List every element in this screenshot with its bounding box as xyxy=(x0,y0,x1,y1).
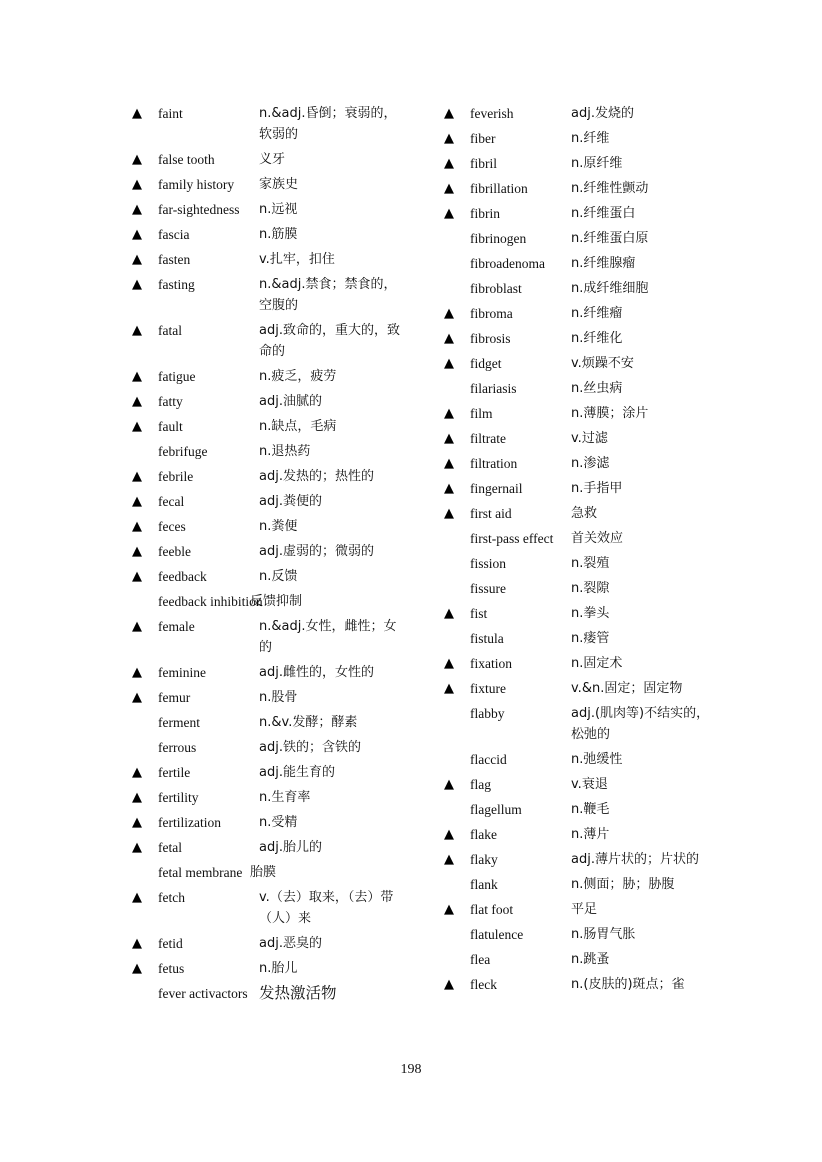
entry-term: feedback inhibition xyxy=(158,594,263,609)
entry-term: family history xyxy=(158,177,235,192)
entry-definition: n.远视 xyxy=(259,202,298,217)
triangle-marker-icon: ▲ xyxy=(444,306,454,321)
entry-term: femur xyxy=(158,690,191,705)
glossary-entry xyxy=(442,822,712,847)
entry-definition: n.丝虫病 xyxy=(571,381,623,396)
glossary-entry xyxy=(442,201,712,226)
glossary-entry xyxy=(442,401,712,426)
entry-term: febrile xyxy=(158,469,194,484)
entry-definition: n.固定术 xyxy=(571,656,623,671)
glossary-entry xyxy=(130,514,400,539)
entry-term: fiber xyxy=(470,131,496,146)
entry-term: fibrosis xyxy=(470,331,511,346)
entry-term: flea xyxy=(470,952,491,967)
entry-definition: 义牙 xyxy=(259,152,286,167)
triangle-marker-icon: ▲ xyxy=(132,765,142,780)
triangle-marker-icon: ▲ xyxy=(444,131,454,146)
entry-definition: n.鞭毛 xyxy=(571,802,610,817)
triangle-marker-icon: ▲ xyxy=(132,469,142,484)
entry-term: film xyxy=(470,406,493,421)
entry-term: flake xyxy=(470,827,497,842)
entry-definition: n.肠胃气胀 xyxy=(571,927,636,942)
entry-term: fibrinogen xyxy=(470,231,527,246)
glossary-entry xyxy=(130,956,400,981)
entry-term: fibrin xyxy=(470,206,500,221)
glossary-entry xyxy=(442,251,712,276)
entry-definition: n.纤维 xyxy=(571,131,610,146)
entry-definition: adj.发烧的 xyxy=(571,106,634,121)
glossary-entry xyxy=(442,701,712,747)
entry-term: fascia xyxy=(158,227,190,242)
triangle-marker-icon: ▲ xyxy=(132,106,142,121)
glossary-entry xyxy=(130,101,400,147)
left-column xyxy=(130,101,400,1006)
page-number: 198 xyxy=(400,1062,422,1077)
entry-definition: n.渗滤 xyxy=(571,456,610,471)
triangle-marker-icon: ▲ xyxy=(444,181,454,196)
entry-definition: n.纤维腺瘤 xyxy=(571,256,636,271)
entry-term: flatulence xyxy=(470,927,524,942)
entry-definition: 首关效应 xyxy=(571,531,624,546)
entry-term: flabby xyxy=(470,706,505,721)
glossary-entry xyxy=(130,885,400,931)
triangle-marker-icon: ▲ xyxy=(444,827,454,842)
glossary-entry xyxy=(442,626,712,651)
glossary-entry xyxy=(130,172,400,197)
glossary-entry xyxy=(130,272,400,318)
triangle-marker-icon: ▲ xyxy=(132,890,142,905)
entry-term: fingernail xyxy=(470,481,523,496)
entry-definition: n.疲乏，疲劳 xyxy=(259,369,337,384)
entry-term: fasten xyxy=(158,252,191,267)
entry-term: fault xyxy=(158,419,183,434)
entry-term: feminine xyxy=(158,665,206,680)
entry-term: flaccid xyxy=(470,752,507,767)
triangle-marker-icon: ▲ xyxy=(132,840,142,855)
entry-definition: n.薄膜；涂片 xyxy=(571,406,649,421)
triangle-marker-icon: ▲ xyxy=(132,277,142,292)
entry-term: fetal membrane xyxy=(158,865,243,880)
triangle-marker-icon: ▲ xyxy=(132,619,142,634)
triangle-marker-icon: ▲ xyxy=(132,569,142,584)
entry-term: feverish xyxy=(470,106,514,121)
glossary-entry xyxy=(442,676,712,701)
entry-term: female xyxy=(158,619,195,634)
entry-term: fission xyxy=(470,556,507,571)
entry-definition: n.&adj.禁食；禁食的，空腹的 xyxy=(259,277,397,313)
entry-term: filtration xyxy=(470,456,518,471)
entry-definition: adj.恶臭的 xyxy=(259,936,322,951)
triangle-marker-icon: ▲ xyxy=(444,606,454,621)
triangle-marker-icon: ▲ xyxy=(444,977,454,992)
glossary-entry xyxy=(130,318,400,364)
entry-term: faint xyxy=(158,106,183,121)
triangle-marker-icon: ▲ xyxy=(132,815,142,830)
entry-term: fidget xyxy=(470,356,502,371)
glossary-entry xyxy=(442,551,712,576)
entry-definition: 发热激活物 xyxy=(259,984,337,1002)
entry-term: far-sightedness xyxy=(158,202,240,217)
glossary-entry xyxy=(442,847,712,872)
entry-definition: n.纤维蛋白原 xyxy=(571,231,649,246)
triangle-marker-icon: ▲ xyxy=(444,431,454,446)
triangle-marker-icon: ▲ xyxy=(132,494,142,509)
entry-term: fetal xyxy=(158,840,182,855)
glossary-entry xyxy=(442,326,712,351)
entry-term: fibroadenoma xyxy=(470,256,545,271)
entry-definition: n.退热药 xyxy=(259,444,311,459)
glossary-entry xyxy=(130,614,400,660)
entry-term: first-pass effect xyxy=(470,531,554,546)
glossary-entry xyxy=(442,576,712,601)
glossary-entry xyxy=(130,197,400,222)
glossary-entry xyxy=(442,601,712,626)
triangle-marker-icon: ▲ xyxy=(132,202,142,217)
glossary-entry xyxy=(442,151,712,176)
entry-definition: n.受精 xyxy=(259,815,298,830)
entry-term: filtrate xyxy=(470,431,506,446)
entry-definition: adj.能生育的 xyxy=(259,765,335,780)
glossary-entry xyxy=(442,947,712,972)
entry-definition: v.&n.固定；固定物 xyxy=(571,681,683,696)
glossary-entry xyxy=(130,710,400,735)
glossary-entry xyxy=(442,897,712,922)
entry-definition: v.过滤 xyxy=(571,431,608,446)
entry-definition: adj.薄片状的；片状的 xyxy=(571,852,699,867)
entry-definition: n.(皮肤的)斑点；雀 xyxy=(571,977,685,992)
glossary-entry xyxy=(130,539,400,564)
glossary-entry xyxy=(442,922,712,947)
entry-definition: v.扎牢，扣住 xyxy=(259,252,335,267)
entry-term: feces xyxy=(158,519,186,534)
glossary-entry xyxy=(442,426,712,451)
entry-definition: n.粪便 xyxy=(259,519,298,534)
entry-definition: n.拳头 xyxy=(571,606,610,621)
triangle-marker-icon: ▲ xyxy=(444,156,454,171)
entry-term: fever activactors xyxy=(158,986,248,1001)
glossary-entry xyxy=(442,797,712,822)
glossary-entry xyxy=(442,176,712,201)
glossary-entry xyxy=(130,760,400,785)
glossary-entry xyxy=(130,785,400,810)
glossary-entry xyxy=(130,810,400,835)
glossary-entry xyxy=(442,226,712,251)
entry-definition: n.缺点，毛病 xyxy=(259,419,337,434)
triangle-marker-icon: ▲ xyxy=(444,902,454,917)
entry-term: filariasis xyxy=(470,381,517,396)
entry-term: fixture xyxy=(470,681,506,696)
entry-term: fixation xyxy=(470,656,512,671)
entry-term: flat foot xyxy=(470,902,514,917)
entry-definition: 胎膜 xyxy=(250,865,277,880)
triangle-marker-icon: ▲ xyxy=(132,544,142,559)
glossary-entry xyxy=(442,872,712,897)
entry-term: fetch xyxy=(158,890,185,905)
glossary-entry xyxy=(442,451,712,476)
glossary-entry xyxy=(130,147,400,172)
entry-definition: n.筋膜 xyxy=(259,227,298,242)
glossary-entry xyxy=(442,476,712,501)
triangle-marker-icon: ▲ xyxy=(444,656,454,671)
glossary-entry xyxy=(442,376,712,401)
glossary-entry xyxy=(442,126,712,151)
triangle-marker-icon: ▲ xyxy=(132,252,142,267)
entry-term: flank xyxy=(470,877,498,892)
entry-term: fibrillation xyxy=(470,181,528,196)
entry-definition: 反馈抑制 xyxy=(250,594,303,609)
glossary-entry xyxy=(442,101,712,126)
entry-definition: n.&adj.昏倒；衰弱的，软弱的 xyxy=(259,106,397,142)
entry-definition: n.纤维瘤 xyxy=(571,306,623,321)
glossary-entry xyxy=(442,301,712,326)
entry-term: flaky xyxy=(470,852,498,867)
glossary-entry xyxy=(442,276,712,301)
triangle-marker-icon: ▲ xyxy=(132,961,142,976)
triangle-marker-icon: ▲ xyxy=(444,106,454,121)
entry-definition: 急救 xyxy=(571,506,598,521)
glossary-entry xyxy=(130,835,400,860)
entry-term: first aid xyxy=(470,506,512,521)
entry-definition: n.纤维化 xyxy=(571,331,623,346)
entry-definition: n.生育率 xyxy=(259,790,311,805)
entry-term: flag xyxy=(470,777,491,792)
triangle-marker-icon: ▲ xyxy=(132,936,142,951)
entry-definition: n.&v.发酵；酵素 xyxy=(259,715,358,730)
glossary-entry xyxy=(130,860,400,885)
entry-definition: v.（去）取来，（去）带（人）来 xyxy=(259,890,394,926)
triangle-marker-icon: ▲ xyxy=(444,406,454,421)
entry-definition: adj.致命的，重大的，致命的 xyxy=(259,323,400,359)
entry-term: febrifuge xyxy=(158,444,208,459)
entry-term: fertilization xyxy=(158,815,221,830)
entry-term: flagellum xyxy=(470,802,522,817)
entry-definition: n.纤维蛋白 xyxy=(571,206,636,221)
triangle-marker-icon: ▲ xyxy=(132,227,142,242)
entry-definition: 平足 xyxy=(571,902,598,917)
triangle-marker-icon: ▲ xyxy=(132,152,142,167)
triangle-marker-icon: ▲ xyxy=(444,331,454,346)
glossary-entry xyxy=(130,389,400,414)
entry-definition: adj.雌性的，女性的 xyxy=(259,665,374,680)
glossary-entry xyxy=(442,351,712,376)
glossary-entry xyxy=(130,660,400,685)
entry-term: fasting xyxy=(158,277,195,292)
entry-term: fatigue xyxy=(158,369,196,384)
triangle-marker-icon: ▲ xyxy=(444,852,454,867)
glossary-entry xyxy=(130,564,400,589)
entry-definition: n.跳蚤 xyxy=(571,952,610,967)
entry-definition: n.股骨 xyxy=(259,690,298,705)
entry-definition: n.胎儿 xyxy=(259,961,298,976)
triangle-marker-icon: ▲ xyxy=(444,206,454,221)
glossary-entry xyxy=(130,364,400,389)
glossary-entry xyxy=(442,772,712,797)
triangle-marker-icon: ▲ xyxy=(132,519,142,534)
glossary-entry xyxy=(130,222,400,247)
entry-term: fatty xyxy=(158,394,183,409)
entry-definition: adj.粪便的 xyxy=(259,494,322,509)
entry-definition: n.薄片 xyxy=(571,827,610,842)
glossary-entry xyxy=(130,589,400,614)
entry-definition: n.反馈 xyxy=(259,569,298,584)
glossary-entry xyxy=(130,981,400,1006)
glossary-entry xyxy=(442,651,712,676)
entry-term: fistula xyxy=(470,631,504,646)
glossary-entry xyxy=(130,735,400,760)
entry-definition: v.衰退 xyxy=(571,777,608,792)
triangle-marker-icon: ▲ xyxy=(444,681,454,696)
entry-term: fatal xyxy=(158,323,182,338)
entry-definition: n.手指甲 xyxy=(571,481,623,496)
entry-definition: n.弛缓性 xyxy=(571,752,623,767)
entry-definition: adj.发热的；热性的 xyxy=(259,469,374,484)
entry-definition: n.裂隙 xyxy=(571,581,610,596)
entry-term: false tooth xyxy=(158,152,215,167)
entry-term: fibril xyxy=(470,156,497,171)
entry-definition: n.成纤维细胞 xyxy=(571,281,649,296)
entry-term: fetid xyxy=(158,936,183,951)
entry-term: fissure xyxy=(470,581,506,596)
entry-term: feeble xyxy=(158,544,191,559)
entry-definition: adj.(肌肉等)不结实的，松弛的 xyxy=(571,706,710,742)
right-column xyxy=(442,101,712,997)
glossary-entry xyxy=(442,501,712,526)
glossary-entry xyxy=(442,972,712,997)
glossary-entry xyxy=(130,685,400,710)
glossary-entry xyxy=(442,526,712,551)
triangle-marker-icon: ▲ xyxy=(132,394,142,409)
entry-term: fleck xyxy=(470,977,497,992)
triangle-marker-icon: ▲ xyxy=(132,419,142,434)
glossary-entry xyxy=(442,747,712,772)
entry-term: ferment xyxy=(158,715,200,730)
glossary-entry xyxy=(130,439,400,464)
triangle-marker-icon: ▲ xyxy=(132,790,142,805)
entry-term: feedback xyxy=(158,569,207,584)
entry-term: fibroblast xyxy=(470,281,522,296)
entry-definition: 家族史 xyxy=(259,177,299,192)
entry-term: fecal xyxy=(158,494,185,509)
triangle-marker-icon: ▲ xyxy=(444,777,454,792)
glossary-entry xyxy=(130,464,400,489)
entry-definition: n.纤维性颤动 xyxy=(571,181,649,196)
entry-term: fetus xyxy=(158,961,185,976)
glossary-entry xyxy=(130,489,400,514)
triangle-marker-icon: ▲ xyxy=(132,665,142,680)
entry-term: fist xyxy=(470,606,488,621)
entry-term: fibroma xyxy=(470,306,513,321)
entry-term: fertility xyxy=(158,790,199,805)
entry-definition: n.裂殖 xyxy=(571,556,610,571)
glossary-entry xyxy=(130,414,400,439)
entry-definition: adj.虚弱的；微弱的 xyxy=(259,544,374,559)
triangle-marker-icon: ▲ xyxy=(444,506,454,521)
glossary-entry xyxy=(130,247,400,272)
entry-term: ferrous xyxy=(158,740,197,755)
triangle-marker-icon: ▲ xyxy=(132,323,142,338)
entry-definition: v.烦躁不安 xyxy=(571,356,634,371)
triangle-marker-icon: ▲ xyxy=(132,690,142,705)
entry-term: fertile xyxy=(158,765,191,780)
entry-definition: n.&adj.女性，雌性；女的 xyxy=(259,619,397,655)
entry-definition: n.瘘管 xyxy=(571,631,610,646)
entry-definition: adj.铁的；含铁的 xyxy=(259,740,361,755)
triangle-marker-icon: ▲ xyxy=(132,369,142,384)
entry-definition: n.原纤维 xyxy=(571,156,623,171)
triangle-marker-icon: ▲ xyxy=(444,456,454,471)
triangle-marker-icon: ▲ xyxy=(444,481,454,496)
entry-definition: adj.胎儿的 xyxy=(259,840,322,855)
triangle-marker-icon: ▲ xyxy=(444,356,454,371)
triangle-marker-icon: ▲ xyxy=(132,177,142,192)
glossary-entry xyxy=(130,931,400,956)
entry-definition: adj.油腻的 xyxy=(259,394,322,409)
entry-definition: n.侧面；胁；胁腹 xyxy=(571,877,675,892)
